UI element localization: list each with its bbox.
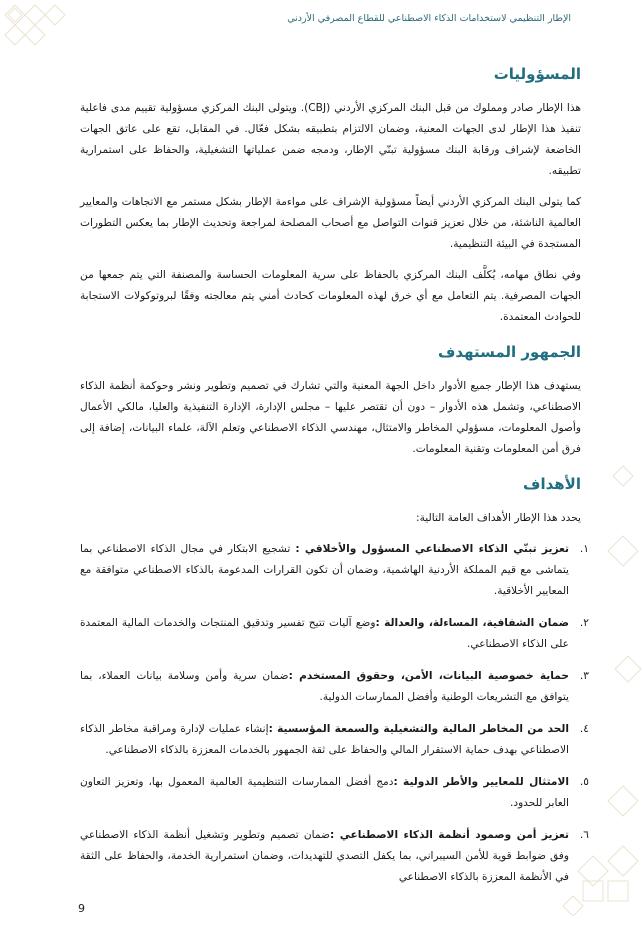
paragraph: كما يتولى البنك المركزي الأردني أيضاً مسؤولية الإشراف على مواءمة الإطار بشكل مستمر مع الاتجاهات والمعايير العالمية الناشئة، من خلال تعزيز قنوات التواصل مع أصحاب المصلحة لمراجعة وتحديث الإطار بما يعكس التطورات المستجدة في البيئة التنظيمية. (80, 196, 581, 250)
list-item (80, 719, 589, 761)
section-objectives (80, 472, 589, 888)
item-body (80, 539, 569, 602)
item-number: ٤. (579, 723, 589, 735)
paragraph: يستهدف هذا الإطار جميع الأدوار داخل الجهة المعنية والتي تشارك في تصميم وتطوير ونشر وحوكمة أنظمة الذكاء الاصطناعي، وتشمل هذه الأدوار – دون أن تقتصر عليها – مجلس الإدارة، الإدارة التنفيذية والعليا، مالكي الأعمال وأصول المعلومات، مسؤولي المخاطر والامتثال، مهندسي الذكاء الاصطناعي وتعلم الآلة، علماء البيانات، إضافة إلى فرق أمن المعلومات وتقنية المعلومات. (80, 380, 581, 455)
item-text: وضع آليات تتيح تفسير وتدقيق المنتجات والخدمات المالية المعتمدة على الذكاء الاصطناعي. (80, 617, 569, 650)
item-body (80, 666, 569, 708)
item-text: ضمان سرية وأمن وسلامة بيانات العملاء، بما يتوافق مع التشريعات الوطنية وأفضل الممارسات الدولية. (80, 670, 569, 703)
section-heading: الأهداف (523, 475, 581, 493)
paragraph: هذا الإطار صادر ومملوك من قبل البنك المركزي الأردني (CBJ). ويتولى البنك المركزي مسؤولية تقييم مدى فاعلية تنفيذ هذا الإطار لدى الجهات المعنية، وضمان الالتزام بتطبيقه بشكل فعّال. في المقابل، تقع على عاتق الجهات الخاضعة لإشراف ورقابة البنك مسؤولية تبنّي الإطار، ودمجه ضمن عملياتها التشغيلية، والحفاظ على استمرارية تطبيقه. (80, 102, 581, 177)
section-audience (80, 340, 581, 460)
item-text: تشجيع الابتكار في مجال الذكاء الاصطناعي بما يتماشى مع قيم المملكة الأردنية الهاشمية، وضمان أن تكون القرارات المدعومة بالذكاء الاصطناعي متوافقة مع المعايير الأخلاقية. (80, 543, 569, 597)
page-number: 9 (78, 902, 85, 915)
item-title: تعزيز تبنّي الذكاء الاصطناعي المسؤول والأخلاقي : (295, 543, 569, 555)
item-text: دمج أفضل الممارسات التنظيمية العالمية المعمول بها، وتعزيز التعاون العابر للحدود. (80, 776, 569, 809)
item-number: ٥. (579, 776, 589, 788)
item-number: ٦. (579, 829, 589, 841)
list-item (80, 613, 589, 655)
objectives-intro: يحدد هذا الإطار الأهداف العامة التالية: (416, 512, 581, 524)
page-content (80, 62, 589, 888)
item-text: ضمان تصميم وتطوير وتشغيل أنظمة الذكاء الاصطناعي وفق ضوابط قوية للأمن السيبراني، بما يكفل التصدي للتهديدات، وضمان استمرارية الخدمة، والحفاظ على الثقة في الأنظمة المعززة بالذكاء الاصطناعي (80, 829, 569, 883)
list-item (80, 772, 589, 814)
item-body (80, 719, 569, 761)
paragraph: وفي نطاق مهامه، يُكلَّف البنك المركزي بالحفاظ على سرية المعلومات الحساسة والمصنفة التي يتم جمعها من الجهات المصرفية. يتم التعامل مع أي خرق لهذه المعلومات كحادث أمني يتم معالجته وفقًا لبروتوكولات الاستجابة للحوادث المعتمدة. (80, 269, 581, 323)
item-number: ٢. (579, 617, 589, 629)
item-title: الامتثال للمعايير والأطر الدولية : (393, 776, 569, 788)
item-body (80, 825, 569, 888)
item-text: إنشاء عمليات لإدارة ومراقبة مخاطر الذكاء الاصطناعي بهدف حماية الاستقرار المالي والحفاظ على ثقة الجمهور بالخدمات المعززة بالذكاء الاصطناعي. (80, 723, 569, 756)
item-number: ١. (579, 543, 589, 555)
item-number: ٣. (579, 670, 589, 682)
running-header: الإطار التنظيمي لاستخدامات الذكاء الاصطناعي للقطاع المصرفي الأردني (287, 13, 571, 24)
item-title: حماية خصوصية البيانات، الأمن، وحقوق المستخدم : (288, 670, 569, 682)
list-item (80, 825, 589, 888)
section-responsibilities (80, 62, 581, 328)
item-title: ضمان الشفافية، المساءلة، والعدالة : (375, 617, 570, 629)
item-title: تعزيز أمن وصمود أنظمة الذكاء الاصطناعي : (330, 829, 570, 841)
item-body (80, 613, 569, 655)
list-item (80, 539, 589, 602)
item-body (80, 772, 569, 814)
section-heading: الجمهور المستهدف (437, 343, 581, 361)
section-heading: المسؤوليات (493, 65, 581, 83)
list-item (80, 666, 589, 708)
item-title: الحد من المخاطر المالية والتشغيلية والسمعة المؤسسية : (268, 723, 569, 735)
objectives-list (80, 539, 589, 888)
